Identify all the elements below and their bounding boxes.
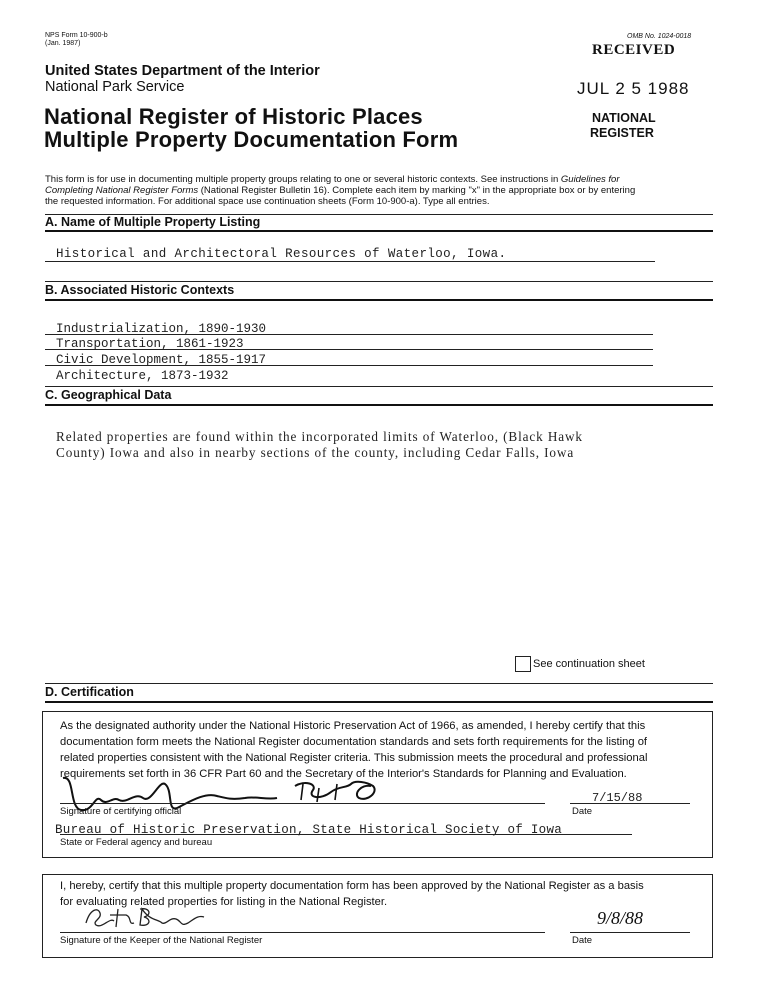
entry-line (45, 334, 653, 335)
certification-date: 7/15/88 (592, 791, 643, 805)
stamp-register: REGISTER (590, 126, 654, 140)
divider (45, 386, 713, 387)
keeper-date-line (570, 932, 690, 933)
entry-line (45, 349, 653, 350)
agency-label: State or Federal agency and bureau (60, 837, 213, 848)
received-stamp: RECEIVED (592, 42, 676, 58)
divider (45, 230, 713, 232)
entry-line (45, 365, 653, 366)
continuation-label: See continuation sheet (533, 658, 645, 670)
keeper-signature (80, 903, 220, 933)
signature-line (60, 803, 545, 804)
section-b-heading: B. Associated Historic Contexts (45, 283, 235, 297)
keeper-date-label: Date (572, 935, 593, 946)
department-name: United States Department of the Interior (45, 63, 320, 79)
service-name: National Park Service (45, 79, 185, 95)
section-a-heading: A. Name of Multiple Property Listing (45, 215, 261, 229)
signature-label: Signature of certifying official (60, 806, 182, 817)
certification-statement: As the designated authority under the National Historic Preservation Act of 1966, as amended, I hereby certify that this documentation form meets the National Register documentation standards and sets forth requirements for the listing of related properties consistent with the National Register criteria. This submission meets the procedural and professional requirements set forth in 36 CFR Part 60 and the Secretary of the Interior's Standards for Planning and Evaluation. (60, 720, 648, 780)
keeper-date: 9/8/88 (597, 908, 644, 928)
divider (45, 683, 713, 684)
continuation-checkbox[interactable] (515, 656, 531, 672)
section-c-heading: C. Geographical Data (45, 388, 172, 402)
intro-text: This form is for use in documenting multiple property groups relating to one or several historic contexts. See instructions in Guidelines for Completing National Register Forms (National Register Bulletin 16). Complete each item by marking "x" in the appropriate box or by entering the requested information. For additional space use continuation sheets (Form 10-900-a). Type all entries. (45, 174, 636, 207)
keeper-signature-line (60, 932, 545, 933)
divider (45, 404, 713, 406)
section-d-heading: D. Certification (45, 685, 134, 699)
geographical-data-line: Related properties are found within the incorporated limits of Waterloo, (Black Hawk (56, 429, 583, 444)
agency-name: Bureau of Historic Preservation, State Historical Society of Iowa (55, 823, 563, 837)
keeper-statement: I, hereby, certify that this multiple property documentation form has been approved by the National Register as a basis for evaluating related properties for listing in the National Register. (60, 880, 644, 908)
historic-context-item: Industrialization, 1890-1930 (56, 322, 267, 336)
divider (45, 281, 713, 282)
multiple-property-name: Historical and Architectoral Resources of Waterloo, Iowa. (56, 247, 507, 261)
form-title-line2: Multiple Property Documentation Form (44, 127, 459, 152)
historic-context-item: Architecture, 1873-1932 (56, 369, 229, 383)
date-line (570, 803, 690, 804)
keeper-signature-label: Signature of the Keeper of the National Register (60, 935, 263, 946)
agency-line (60, 834, 632, 835)
date-label: Date (572, 806, 593, 817)
divider (45, 701, 713, 703)
geographical-data-line: County) Iowa and also in nearby sections of the county, including Cedar Falls, Iowa (56, 445, 575, 460)
form-date: (Jan. 1987) (45, 40, 81, 47)
stamp-national: NATIONAL (592, 111, 656, 125)
historic-context-item: Civic Development, 1855-1917 (56, 353, 267, 367)
received-date: JUL 2 5 1988 (577, 79, 690, 98)
omb-number: OMB No. 1024-0018 (627, 33, 692, 40)
form-title-line1: National Register of Historic Places (44, 104, 423, 129)
entry-line (45, 261, 655, 262)
form-number: NPS Form 10-900-b (45, 32, 108, 39)
divider (45, 299, 713, 301)
historic-context-item: Transportation, 1861-1923 (56, 337, 244, 351)
